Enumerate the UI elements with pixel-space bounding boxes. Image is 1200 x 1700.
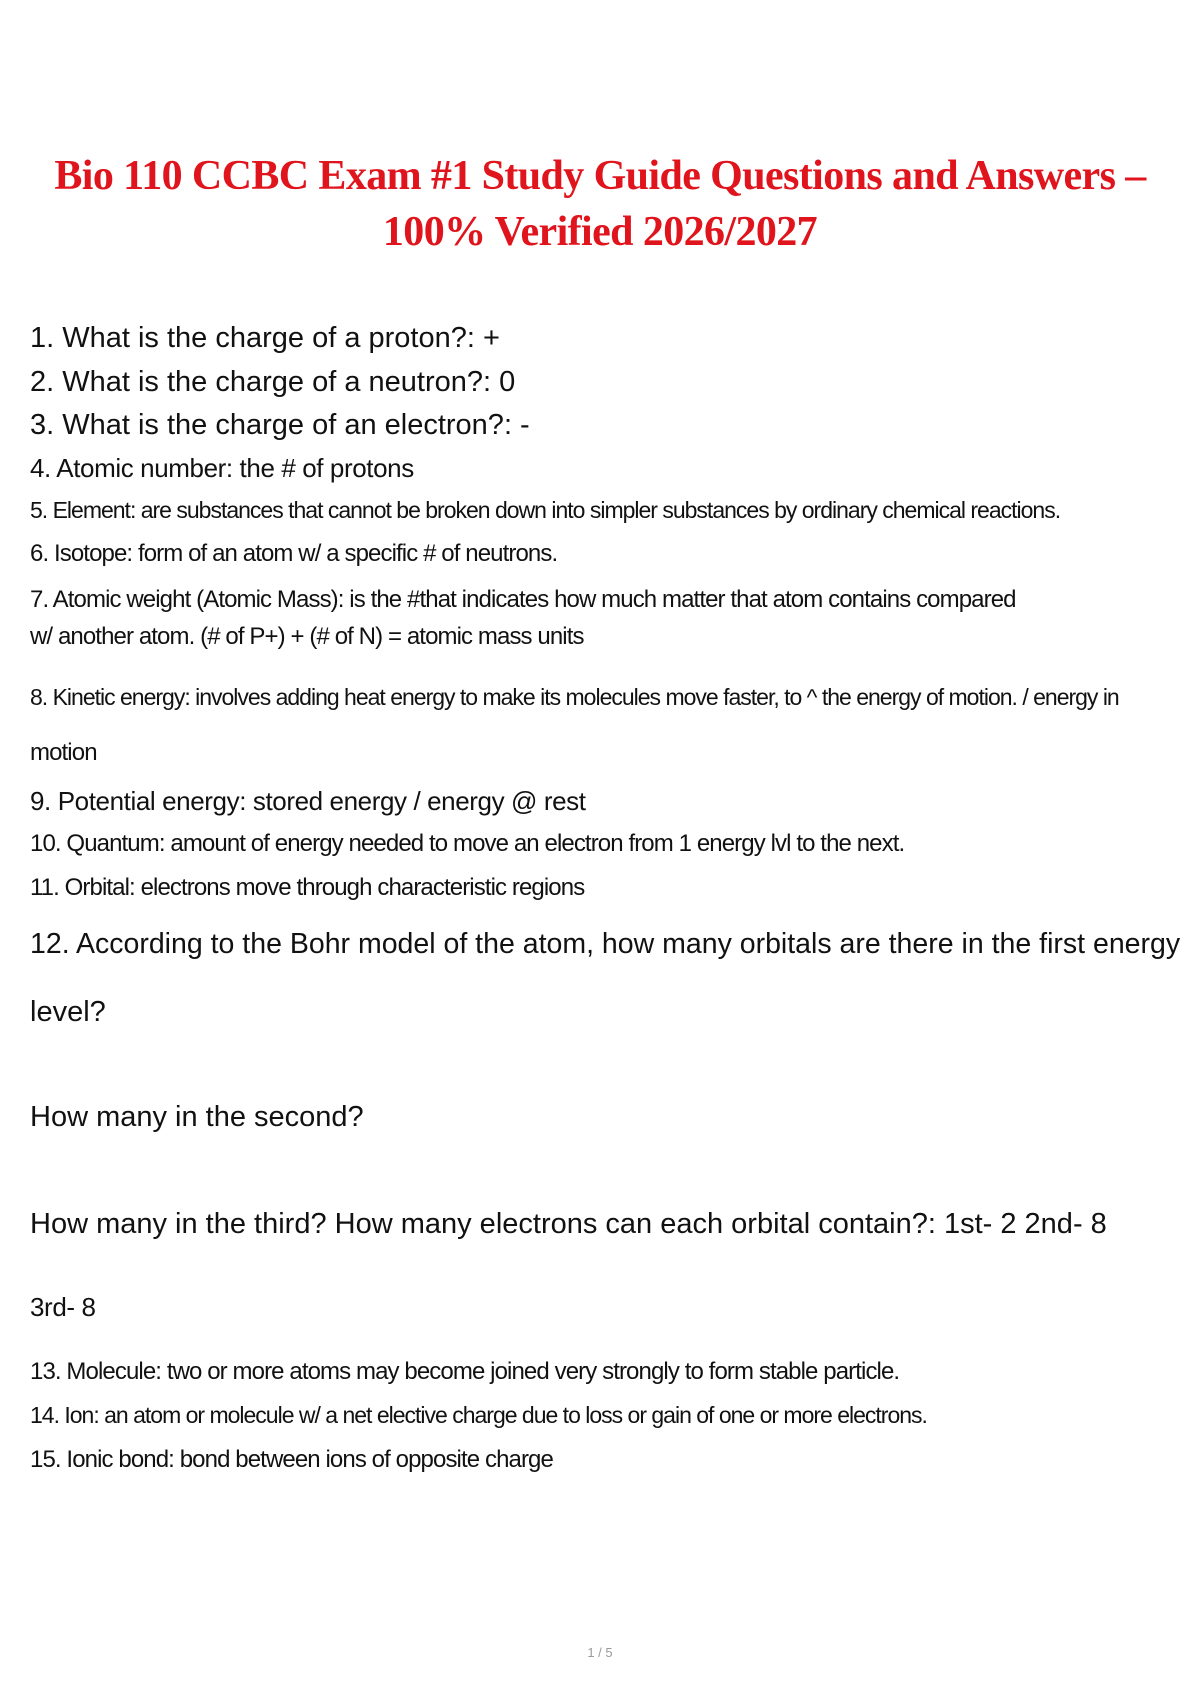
question-5: 5. Element: are substances that cannot be broken down into simpler substances by ordinary chemical reactions. xyxy=(30,497,1061,523)
question-7: 7. Atomic weight (Atomic Mass): is the #that indicates how much matter that atom contains compared xyxy=(30,586,1016,613)
question-8-continued: motion xyxy=(30,739,97,766)
title-line-2: 100% Verified 2026/2027 xyxy=(382,209,818,255)
question-1: 1. What is the charge of a proton?: + xyxy=(30,322,500,354)
page-indicator: 1 / 5 xyxy=(587,1645,613,1660)
question-3: 3. What is the charge of an electron?: - xyxy=(30,409,530,441)
question-10: 10. Quantum: amount of energy needed to move an electron from 1 energy lvl to the next. xyxy=(30,830,905,857)
question-12-answer-continued: 3rd- 8 xyxy=(30,1292,96,1322)
question-12-continued: level? xyxy=(30,996,106,1028)
question-8: 8. Kinetic energy: involves adding heat energy to make its molecules move faster, to ^ the energy of motion. / energy in xyxy=(30,684,1119,710)
question-12: 12. According to the Bohr model of the atom, how many orbitals are there in the first energy xyxy=(30,928,1181,960)
question-6: 6. Isotope: form of an atom w/ a specific # of neutrons. xyxy=(30,540,558,567)
document-title xyxy=(20,148,1180,260)
question-11: 11. Orbital: electrons move through characteristic regions xyxy=(30,874,585,901)
title-line-1: Bio 110 CCBC Exam #1 Study Guide Questions and Answers – xyxy=(54,153,1146,199)
question-13: 13. Molecule: two or more atoms may become joined very strongly to form stable particle. xyxy=(30,1358,900,1385)
question-14: 14. Ion: an atom or molecule w/ a net elective charge due to loss or gain of one or more electrons. xyxy=(30,1402,927,1428)
question-12-third: How many in the third? How many electrons can each orbital contain?: 1st- 2 2nd- 8 xyxy=(30,1208,1107,1240)
question-12-second: How many in the second? xyxy=(30,1101,364,1133)
question-15: 15. Ionic bond: bond between ions of opposite charge xyxy=(30,1446,553,1473)
question-9: 9. Potential energy: stored energy / energy @ rest xyxy=(30,786,586,816)
question-4: 4. Atomic number: the # of protons xyxy=(30,453,414,483)
question-2: 2. What is the charge of a neutron?: 0 xyxy=(30,366,516,398)
question-7-continued: w/ another atom. (# of P+) + (# of N) = atomic mass units xyxy=(30,623,584,650)
